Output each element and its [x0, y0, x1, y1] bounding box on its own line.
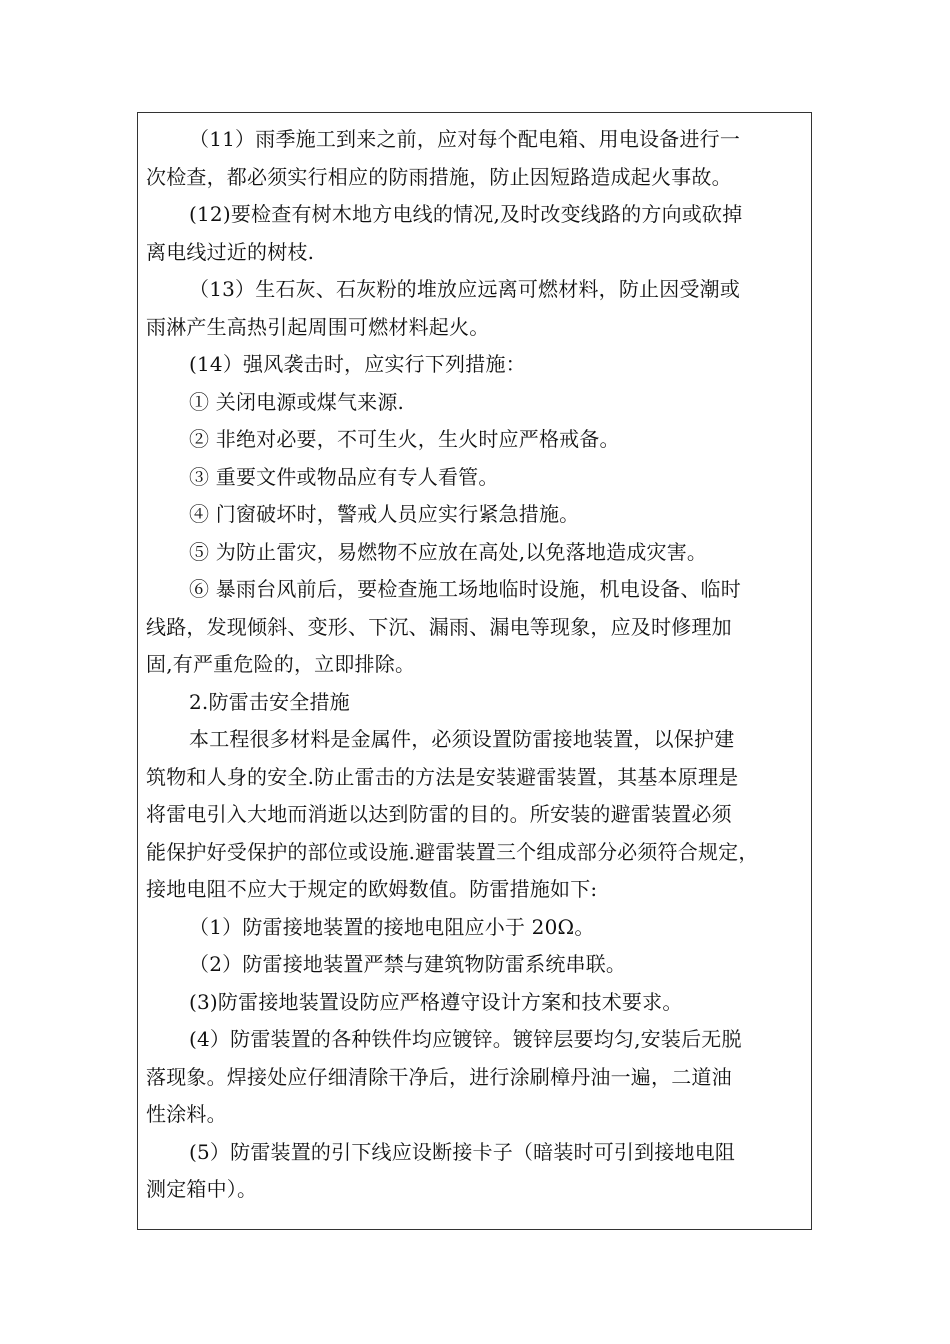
text-line: 固,有严重危险的，立即排除。 [146, 652, 416, 676]
text-line: （1）防雷接地装置的接地电阻应小于 20Ω。 [189, 914, 595, 939]
text-line: (12)要检查有树木地方电线的情况,及时改变线路的方向或砍掉 [189, 202, 743, 226]
text-line: 雨淋产生高热引起周围可燃材料起火。 [146, 314, 490, 339]
text-line: （13）生石灰、石灰粉的堆放应远离可燃材料，防止因受潮或 [189, 277, 741, 301]
text-line: 次检查，都必须实行相应的防雨措施，防止因短路造成起火事故。 [146, 164, 732, 189]
text-line: (14）强风袭击时，应实行下列措施： [189, 352, 526, 376]
text-line: ⑥ 暴雨台风前后，要检查施工场地临时设施，机电设备、临时 [189, 577, 741, 601]
text-line: ⑤ 为防止雷灾，易燃物不应放在高处,以免落地造成灾害。 [189, 539, 708, 564]
text-line: 2.防雷击安全措施 [189, 689, 350, 714]
text-line: （11）雨季施工到来之前，应对每个配电箱、用电设备进行一 [189, 127, 741, 151]
text-line: 将雷电引入大地而消逝以达到防雷的目的。所安装的避雷装置必须 [146, 802, 732, 826]
text-line: 筑物和人身的安全.防止雷击的方法是安装避雷装置，其基本原理是 [146, 764, 739, 789]
text-line: ② 非绝对必要，不可生火，生火时应严格戒备。 [189, 427, 620, 451]
text-line: ④ 门窗破坏时，警戒人员应实行紧急措施。 [189, 502, 580, 526]
text-line: 接地电阻不应大于规定的欧姆数值。防雷措施如下: [146, 877, 598, 901]
text-line: 能保护好受保护的部位或设施.避雷装置三个组成部分必须符合规定， [146, 839, 759, 864]
text-line: (3)防雷接地装置设防应严格遵守设计方案和技术要求。 [189, 989, 683, 1014]
text-line: (4）防雷装置的各种铁件均应镀锌。镀锌层要均匀,安装后无脱 [189, 1027, 742, 1051]
text-line: 性涂料。 [146, 1102, 227, 1126]
text-line: （2）防雷接地装置严禁与建筑物防雷系统串联。 [189, 952, 627, 976]
text-line: 线路，发现倾斜、变形、下沉、漏雨、漏电等现象，应及时修理加 [146, 614, 732, 639]
text-line: 落现象。焊接处应仔细清除干净后，进行涂刷樟丹油一遍，二道油 [146, 1064, 732, 1089]
text-line: (5）防雷装置的引下线应设断接卡子（暗装时可引到接地电阻 [189, 1139, 736, 1164]
document-frame [137, 112, 812, 1230]
text-line: ① 关闭电源或煤气来源. [189, 389, 405, 414]
document-body [146, 121, 806, 1209]
text-line: 测定箱中）。 [146, 1177, 258, 1201]
text-line: 本工程很多材料是金属件，必须设置防雷接地装置，以保护建 [189, 727, 735, 751]
text-line: ③ 重要文件或物品应有专人看管。 [189, 464, 499, 489]
text-line: 离电线过近的树枝. [146, 239, 315, 264]
